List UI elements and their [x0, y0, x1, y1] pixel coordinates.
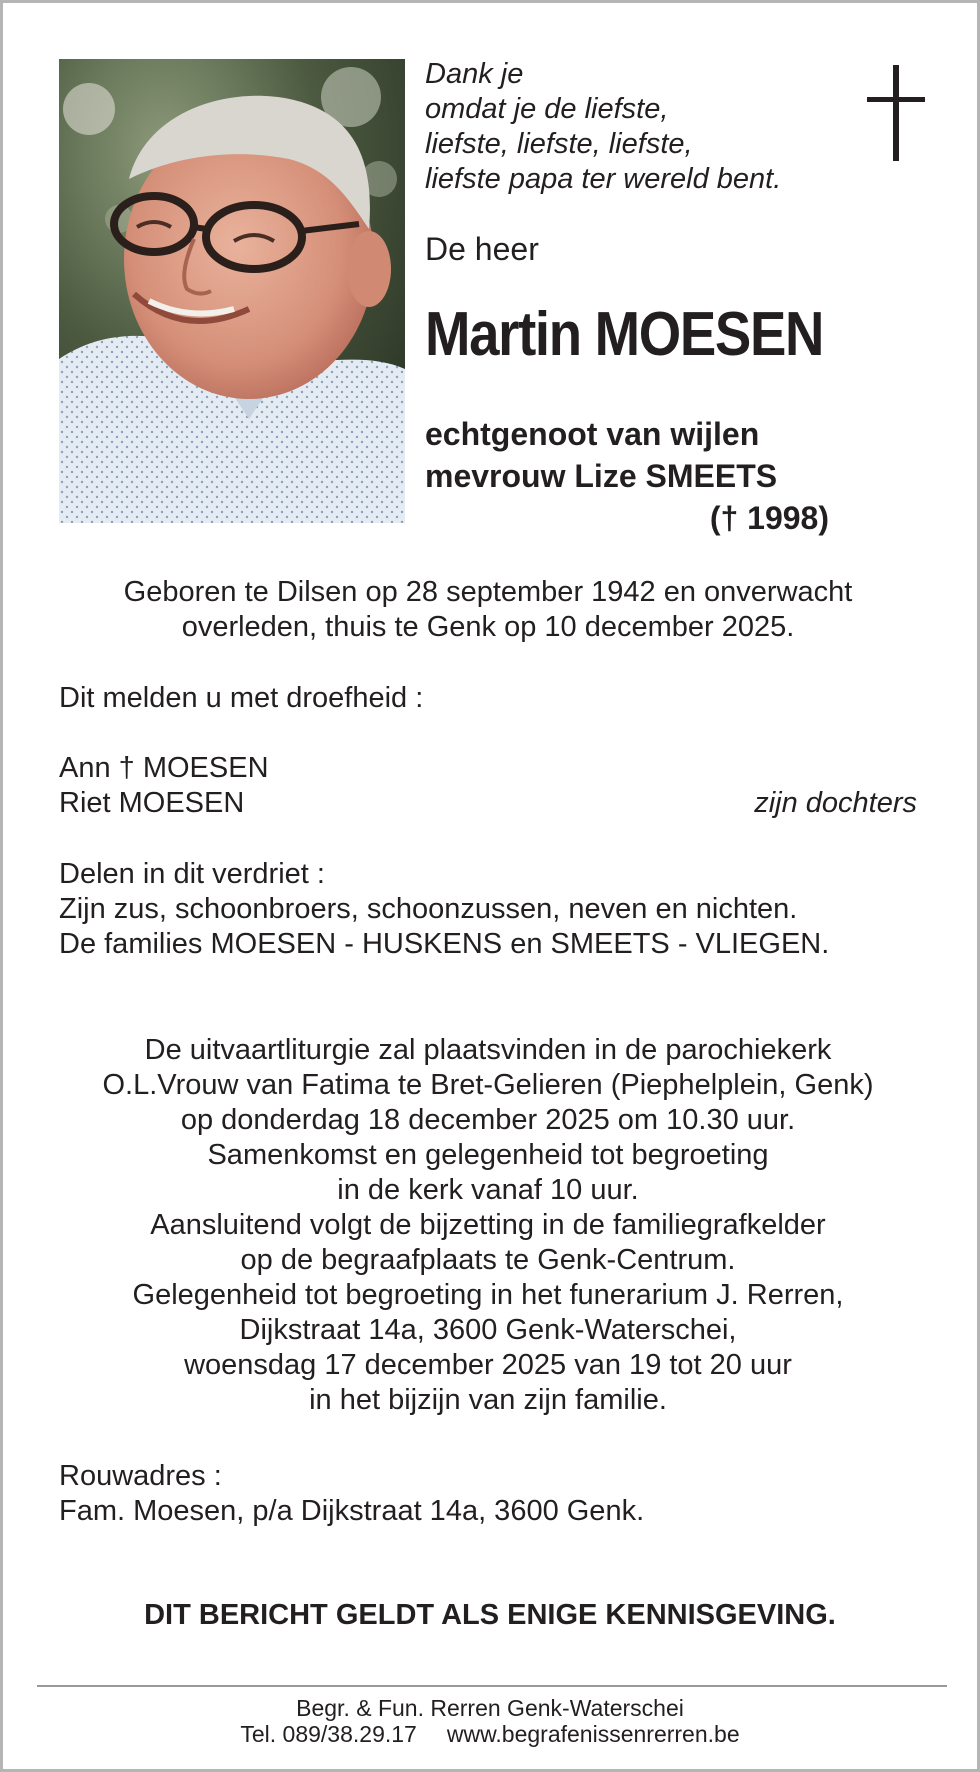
text-line: in de kerk vanaf 10 uur. [337, 1174, 639, 1206]
poem [425, 57, 781, 197]
child-row [59, 786, 917, 821]
text-line: Fam. Moesen, p/a Dijkstraat 14a, 3600 Genk. [59, 1495, 645, 1527]
text-line: De uitvaartliturgie zal plaatsvinden in de parochiekerk [144, 1034, 832, 1066]
spouse-line: († 1998) [709, 500, 829, 536]
text-line: op de begraafplaats te Genk-Centrum. [240, 1244, 736, 1276]
cross-icon [867, 65, 925, 161]
text-line: woensdag 17 december 2025 van 19 tot 20 uur [184, 1349, 792, 1381]
child-name: Riet MOESEN [59, 787, 245, 819]
poem-line: liefste, liefste, liefste, [425, 128, 693, 160]
funeral-home-footer [3, 1695, 977, 1747]
text-line: Zijn zus, schoonbroers, schoonzussen, neven en nichten. [59, 893, 798, 925]
text-line: O.L.Vrouw van Fatima te Bret-Gelieren (Piephelplein, Genk) [102, 1069, 874, 1101]
mourning-address [59, 1459, 917, 1529]
text-line: Geboren te Dilsen op 28 september 1942 en onverwacht [123, 576, 853, 608]
deceased-name: Martin MOESEN [425, 300, 824, 369]
text-line: Rouwadres : [59, 1460, 222, 1492]
website-link[interactable]: www.begrafenissenrerren.be [446, 1721, 740, 1747]
text-line: Gelegenheid tot begroeting in het funerarium J. Rerren, [132, 1279, 844, 1311]
spouse-line: echtgenoot van wijlen [425, 416, 760, 452]
poem-line: liefste papa ter wereld bent. [425, 163, 782, 195]
honorific: De heer [425, 231, 539, 267]
text-line: De families MOESEN - HUSKENS en SMEETS - VLIEGEN. [59, 928, 830, 960]
text-line: Delen in dit verdriet : [59, 858, 325, 890]
child-name: Ann † MOESEN [59, 752, 269, 784]
announce-intro: Dit melden u met droefheid : [59, 682, 424, 714]
text-line: in het bijzijn van zijn familie. [309, 1384, 667, 1416]
divider [37, 1685, 947, 1687]
text-line: Aansluitend volgt de bijzetting in de familiegrafkelder [150, 1209, 826, 1241]
spouse-line: mevrouw Lize SMEETS [425, 458, 778, 494]
grief-section [59, 857, 917, 962]
poem-line: Dank je [425, 58, 524, 90]
official-notice: DIT BERICHT GELDT ALS ENIGE KENNISGEVING. [144, 1599, 836, 1631]
text-line: overleden, thuis te Genk op 10 december 2025. [181, 611, 795, 643]
child-row [59, 751, 917, 786]
birth-death-text [59, 575, 917, 645]
ceremony-details [59, 1033, 917, 1418]
spouse-info [425, 413, 829, 539]
company-name: Begr. & Fun. Rerren Genk-Waterschei [296, 1695, 684, 1721]
poem-line: omdat je de liefste, [425, 93, 669, 125]
phone-number: Tel. 089/38.29.17 [240, 1721, 417, 1747]
portrait-photo [59, 59, 405, 523]
children-list [59, 751, 917, 821]
text-line: Dijkstraat 14a, 3600 Genk-Waterschei, [239, 1314, 737, 1346]
relation-label: zijn dochters [754, 787, 917, 819]
text-line: op donderdag 18 december 2025 om 10.30 uur. [180, 1104, 796, 1136]
text-line: Samenkomst en gelegenheid tot begroeting [207, 1139, 769, 1171]
